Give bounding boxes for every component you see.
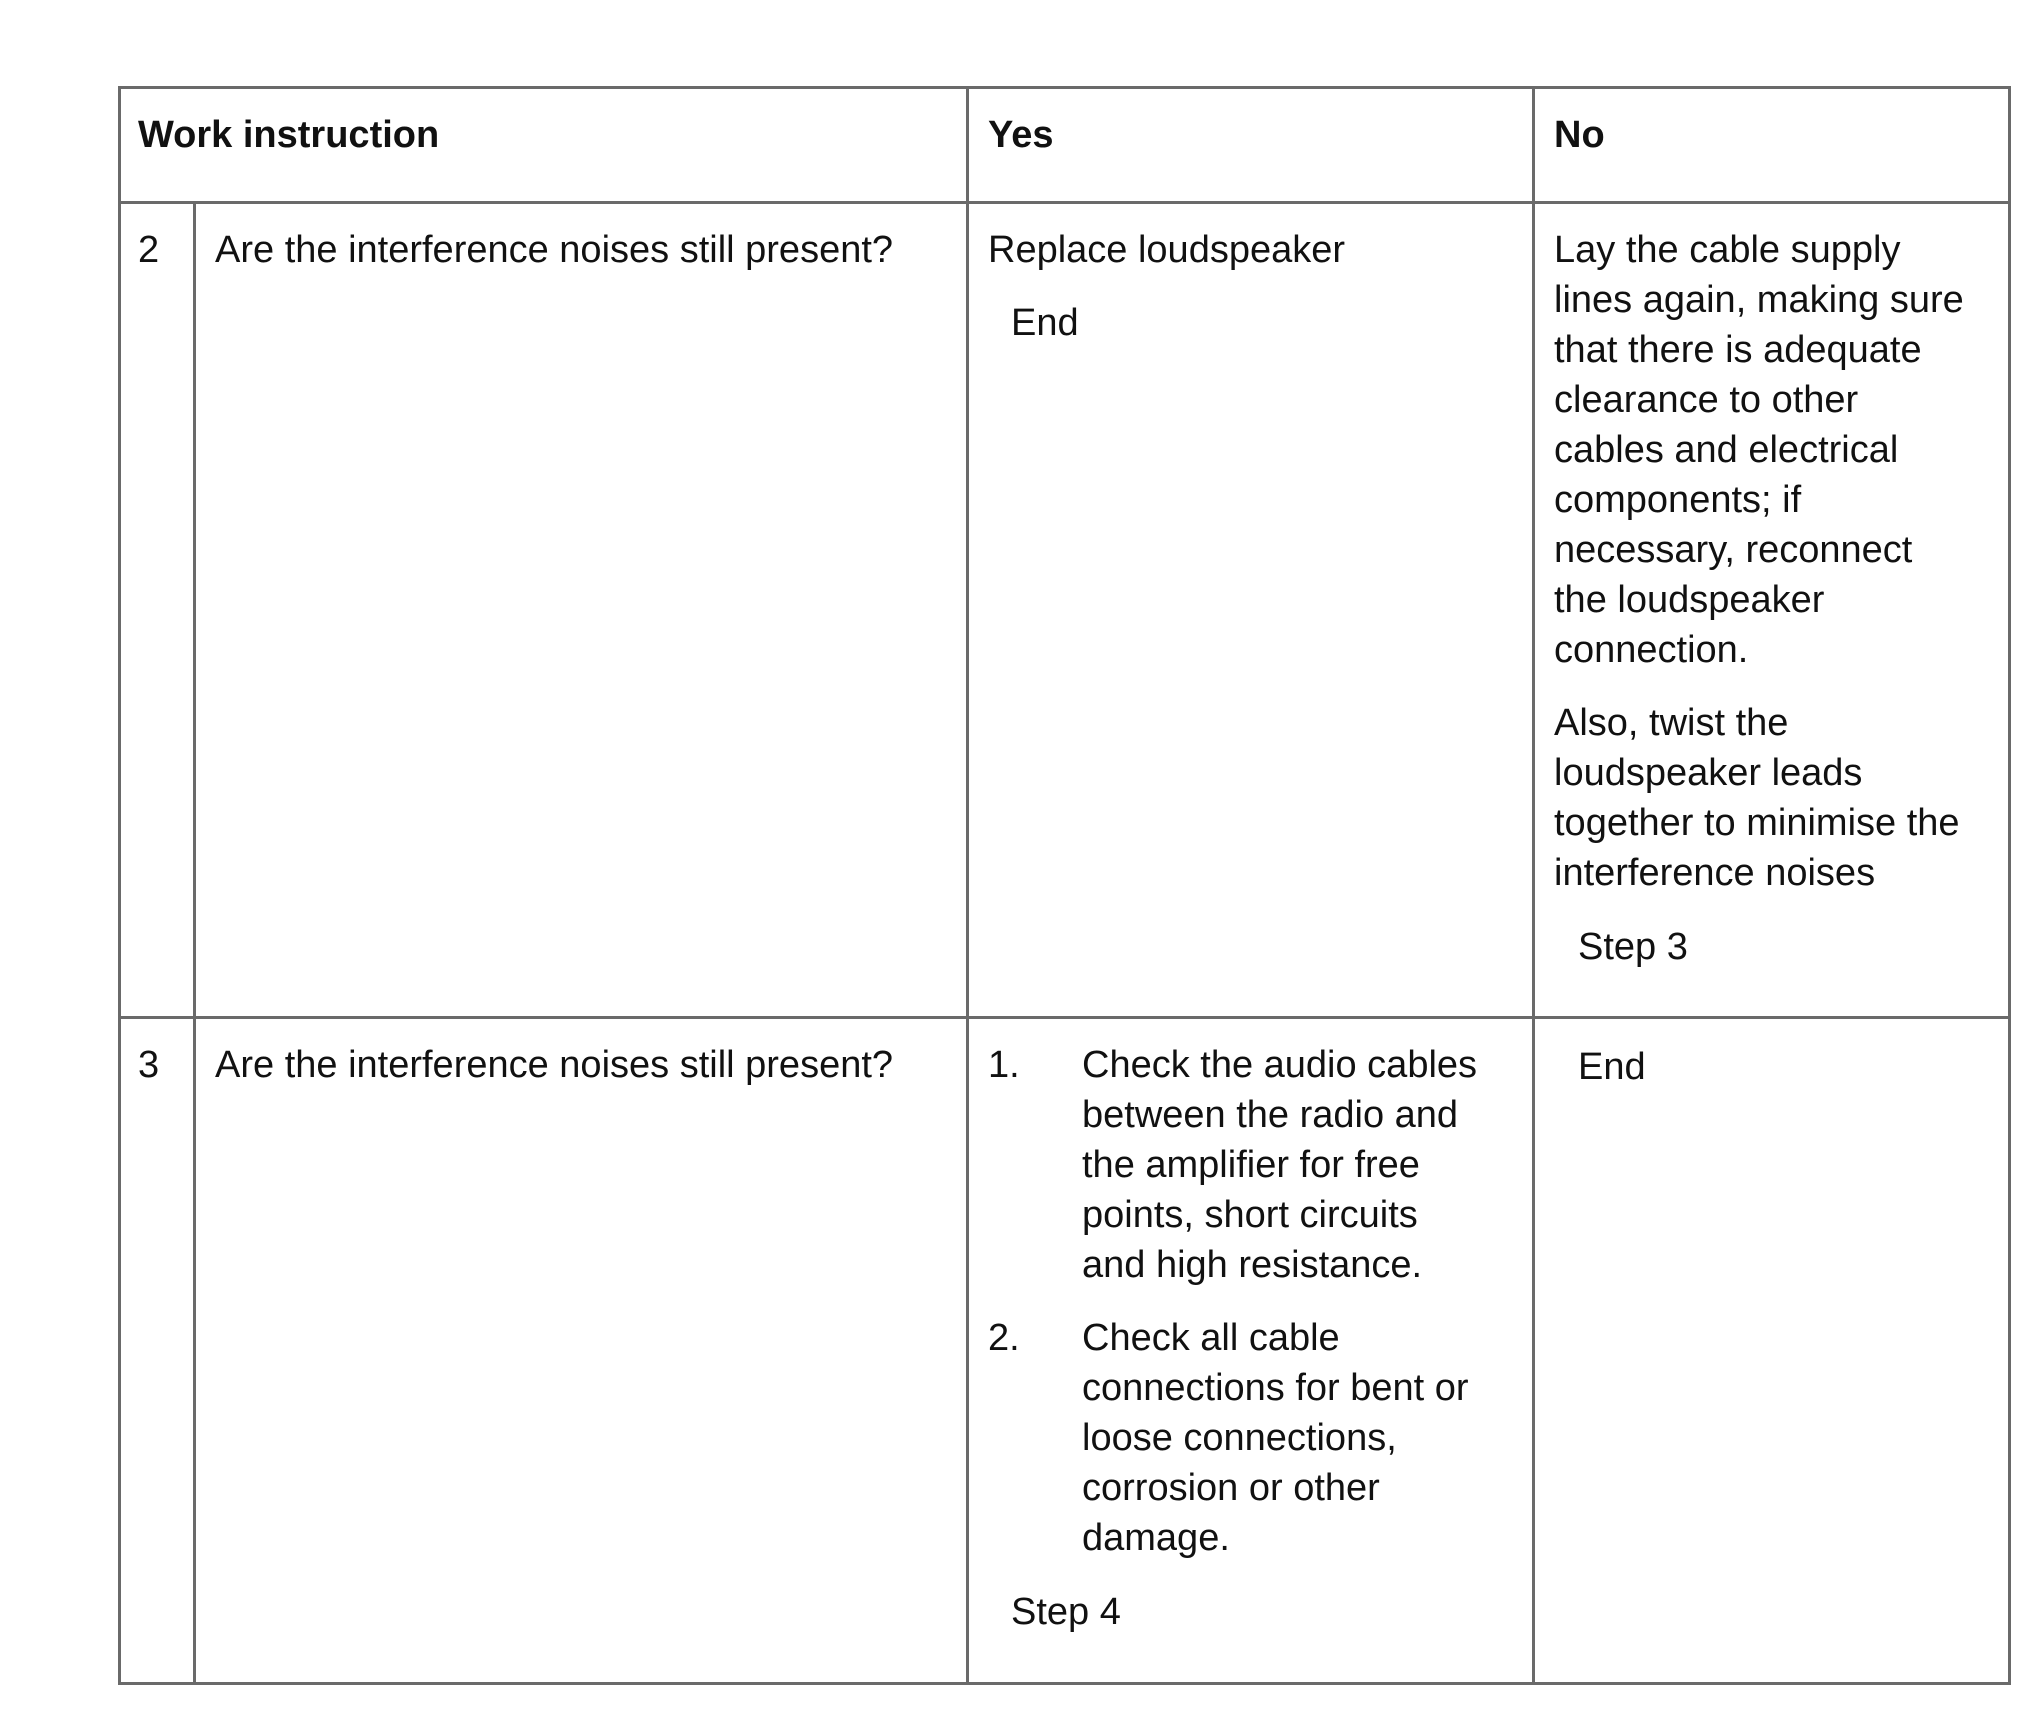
table-border-top [118,86,2011,89]
text-line: connection. [1554,629,1749,671]
list-number: 2. [988,1317,1020,1359]
table-border-left [118,86,121,1685]
question-text: Are the interference noises still present? [215,229,894,271]
text-line: and high resistance. [1082,1244,1423,1286]
no-column-divider [1532,86,1535,1685]
yes-action: Replace loudspeaker [988,229,1346,271]
header-no: No [1554,114,1605,156]
step-number: 3 [138,1044,160,1086]
yes-column-divider [966,86,969,1685]
row-divider [118,1016,2011,1019]
step-number-divider [193,201,196,1685]
text-line: corrosion or other [1082,1467,1380,1509]
header-work-instruction: Work instruction [138,114,440,156]
list-number: 1. [988,1044,1020,1086]
no-next-step: Step 3 [1578,926,1688,968]
step-number: 2 [138,229,160,271]
text-line: between the radio and [1082,1094,1459,1136]
text-line: together to minimise the [1554,802,1960,844]
text-line: points, short circuits [1082,1194,1418,1236]
text-line: damage. [1082,1517,1230,1559]
table-border-bottom [118,1682,2011,1685]
text-line: interference noises [1554,852,1876,894]
no-next-step: End [1578,1046,1646,1088]
header-divider [118,201,2011,204]
text-line: cables and electrical [1554,429,1899,471]
text-line: the amplifier for free [1082,1144,1420,1186]
text-line: the loudspeaker [1554,579,1825,621]
table-border-right [2008,86,2011,1685]
text-line: Check the audio cables [1082,1044,1478,1086]
text-line: Check all cable [1082,1317,1340,1359]
text-line: loose connections, [1082,1417,1397,1459]
text-line: Lay the cable supply [1554,229,1901,271]
yes-next-step: Step 4 [1011,1591,1121,1633]
question-text: Are the interference noises still present? [215,1044,894,1086]
text-line: components; if [1554,479,1802,521]
yes-next-step: End [1011,302,1079,344]
text-line: clearance to other [1554,379,1859,421]
text-line: loudspeaker leads [1554,752,1863,794]
text-line: necessary, reconnect [1554,529,1913,571]
header-yes: Yes [988,114,1054,156]
text-line: that there is adequate [1554,329,1922,371]
text-line: lines again, making sure [1554,279,1964,321]
text-line: Also, twist the [1554,702,1789,744]
text-line: connections for bent or [1082,1367,1469,1409]
